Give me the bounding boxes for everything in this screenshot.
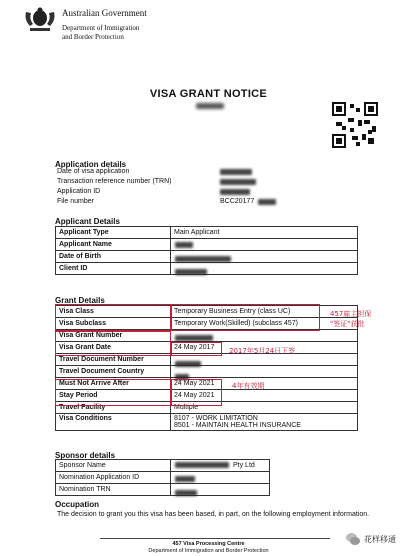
- annotation-457-line-2: "签证"获批: [330, 320, 365, 328]
- redacted-nomination-trn: [175, 490, 197, 496]
- table-row: [56, 414, 358, 431]
- occupation-heading: Occupation: [55, 500, 100, 509]
- table-row: [56, 227, 358, 239]
- table-cell-label: Stay Period: [56, 390, 171, 402]
- table-row: [56, 390, 358, 402]
- department-name-line-1: Department of Immigration: [62, 24, 140, 32]
- visa-condition-2: 8501 - MAINTAIN HEALTH INSURANCE: [174, 422, 301, 429]
- table-cell-label: Applicant Name: [56, 239, 171, 251]
- watermark-text: 花样移通: [364, 534, 396, 544]
- redacted-value: [220, 179, 256, 185]
- table-cell-value: 24 May 2017: [171, 342, 358, 354]
- table-row: [56, 366, 358, 378]
- date-of-visa-application-label: Date of visa application: [57, 168, 130, 175]
- table-row: [56, 239, 358, 251]
- sponsor-details-table: [55, 459, 270, 496]
- annotation-457-line-1: 457雇主担保: [330, 310, 372, 318]
- qr-code-icon: [332, 102, 378, 148]
- grant-details-table: [55, 305, 358, 431]
- footer-processing-centre: 457 Visa Processing Centre: [172, 541, 245, 547]
- visa-condition-1: 8107 - WORK LIMITATION: [174, 415, 258, 422]
- table-cell-value: Temporary Business Entry (class UC): [171, 306, 358, 318]
- table-cell-value: 24 May 2021: [171, 390, 358, 402]
- government-name: Australian Government: [62, 8, 147, 18]
- table-row: [56, 354, 358, 366]
- redacted-value: [220, 189, 250, 195]
- annotation-validity: 4年有效期: [232, 382, 265, 390]
- table-cell-value: [171, 414, 358, 431]
- table-cell-value: 24 May 2021: [171, 378, 358, 390]
- redacted-travel-document-country: [175, 374, 189, 380]
- table-cell-label: Visa Class: [56, 306, 171, 318]
- table-cell-label: Visa Grant Number: [56, 330, 171, 342]
- table-cell-label: Visa Grant Date: [56, 342, 171, 354]
- table-row: [56, 378, 358, 390]
- table-cell-label: Travel Document Country: [56, 366, 171, 378]
- table-row: [56, 402, 358, 414]
- footer-divider: [100, 538, 330, 539]
- table-cell-label: Visa Subclass: [56, 318, 171, 330]
- grant-details-heading: Grant Details: [55, 296, 105, 305]
- sponsor-details-heading: Sponsor details: [55, 451, 116, 460]
- occupation-text: The decision to grant you this visa has been based, in part, on the following employment information.: [57, 511, 370, 518]
- chat-bubble-icon: [345, 531, 361, 547]
- table-cell-label: Travel Document Number: [56, 354, 171, 366]
- applicant-details-table: [55, 226, 358, 275]
- coat-of-arms-icon: [22, 6, 58, 34]
- redacted-value: [258, 199, 276, 205]
- table-cell-label: Must Not Arrive After: [56, 378, 171, 390]
- redacted-applicant-name: [175, 242, 193, 248]
- table-cell-value: Multiple: [171, 402, 358, 414]
- redacted-sponsor-name: [175, 462, 229, 468]
- table-row: [56, 306, 358, 318]
- trn-label: Transaction reference number (TRN): [57, 178, 172, 185]
- file-number-label: File number: [57, 198, 94, 205]
- page-title: VISA GRANT NOTICE: [149, 88, 268, 100]
- table-row: [56, 460, 270, 472]
- applicant-details-heading: Applicant Details: [55, 217, 120, 226]
- redacted-subtitle: [196, 103, 224, 109]
- table-cell-value: Temporary Work(Skilled) (subclass 457): [171, 318, 358, 330]
- redacted-nomination-id: [175, 476, 195, 482]
- redacted-travel-document-number: [175, 361, 201, 367]
- department-name-line-2: and Border Protection: [62, 33, 124, 41]
- table-cell-label: Applicant Type: [56, 227, 171, 239]
- application-details-heading: Application details: [55, 160, 127, 169]
- table-row: [56, 318, 358, 330]
- table-cell-value: Main Applicant: [171, 227, 358, 239]
- application-id-label: Application ID: [57, 188, 101, 195]
- watermark: [345, 529, 417, 549]
- table-row: [56, 342, 358, 354]
- table-cell-value: Pty Ltd: [171, 460, 270, 472]
- table-cell-label: Client ID: [56, 263, 171, 275]
- redacted-grant-number: [175, 335, 213, 341]
- table-cell-label: Sponsor Name: [56, 460, 171, 472]
- table-cell-label: Nomination Application ID: [56, 472, 171, 484]
- redacted-date-of-birth: [175, 256, 231, 262]
- table-row: [56, 472, 270, 484]
- redacted-value: [220, 169, 252, 175]
- table-cell-label: Date of Birth: [56, 251, 171, 263]
- redacted-client-id: [175, 269, 207, 275]
- annotation-grant-date: 2017年5月24日下签: [229, 347, 296, 355]
- table-cell-value: [171, 239, 358, 251]
- table-cell-value: [171, 366, 358, 378]
- table-row: [56, 484, 270, 496]
- file-number-value: BCC20177: [220, 198, 255, 205]
- table-cell-label: Nomination TRN: [56, 484, 171, 496]
- table-cell-label: Visa Conditions: [56, 414, 171, 431]
- footer-department: Department of Immigration and Border Protection: [148, 548, 269, 554]
- table-cell-label: Travel Facility: [56, 402, 171, 414]
